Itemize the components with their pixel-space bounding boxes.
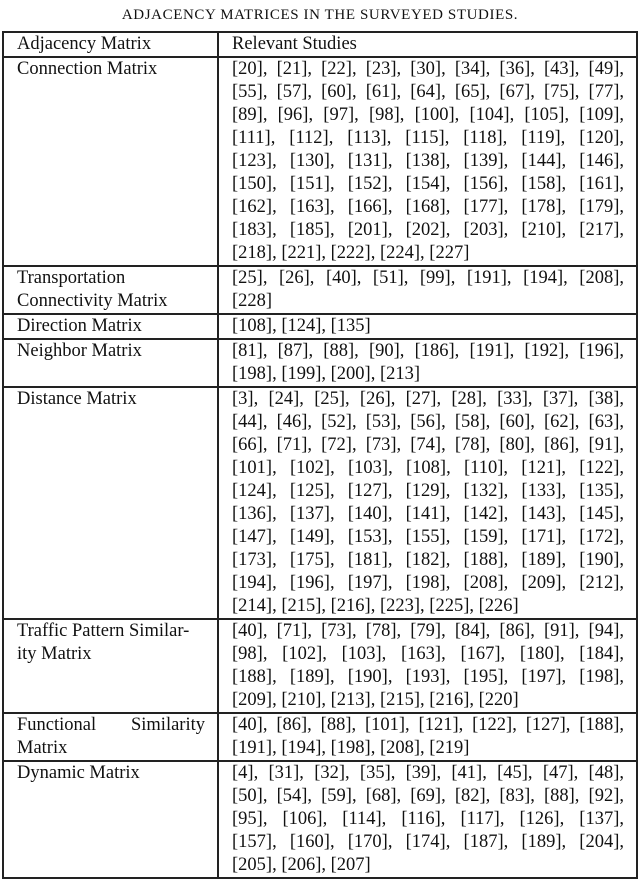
citation-line: [95], [106], [114], [116], [117], [126], [137], (232, 809, 624, 829)
table-row (3, 387, 637, 619)
relevant-studies-cell (218, 266, 637, 314)
matrix-type-cell (3, 339, 218, 387)
header-adjacency-matrix: Adjacency Matrix (3, 32, 218, 57)
matrix-type-cell (3, 619, 218, 713)
table-row (3, 761, 637, 878)
citation-line: [157], [160], [170], [174], [187], [189], [204], (232, 832, 624, 852)
citation-line: [147], [149], [153], [155], [159], [171], [172], (232, 527, 624, 547)
matrix-type-cell (3, 713, 218, 761)
citation-line: [89], [96], [97], [98], [100], [104], [105], [109], (232, 105, 624, 125)
matrix-type-line: Dynamic Matrix (17, 763, 140, 783)
adjacency-matrix-table (2, 31, 638, 879)
relevant-studies-cell (218, 619, 637, 713)
citation-line: [4], [31], [32], [35], [39], [41], [45], [47], [48], (232, 763, 624, 783)
citation-line: [214], [215], [216], [223], [225], [226] (232, 596, 519, 616)
citation-line: [209], [210], [213], [215], [216], [220] (232, 690, 519, 710)
citation-line: [44], [46], [52], [53], [56], [58], [60], [62], [63], (232, 412, 624, 432)
citation-line: [173], [175], [181], [182], [188], [189], [190], (232, 550, 624, 570)
citation-line: [228] (232, 291, 273, 311)
citation-line: [20], [21], [22], [23], [30], [34], [36], [43], [49], (232, 59, 624, 79)
table-row (3, 314, 637, 339)
matrix-type-line: Direction Matrix (17, 316, 142, 336)
citation-line: [66], [71], [72], [73], [74], [78], [80], [86], [91], (232, 435, 624, 455)
header-relevant-studies: Relevant Studies (218, 32, 637, 57)
citation-line: [136], [137], [140], [141], [142], [143], [145], (232, 504, 624, 524)
citation-line: [162], [163], [166], [168], [177], [178], [179], (232, 197, 624, 217)
relevant-studies-cell (218, 713, 637, 761)
table-row (3, 713, 637, 761)
citation-line: [25], [26], [40], [51], [99], [191], [194], [208], (232, 268, 624, 288)
table-body (3, 57, 637, 878)
matrix-type-line: Transportation (17, 268, 126, 288)
citation-line: [198], [199], [200], [213] (232, 364, 421, 384)
matrix-type-cell (3, 314, 218, 339)
matrix-type-line: Distance Matrix (17, 389, 137, 409)
table-row (3, 266, 637, 314)
citation-line: [55], [57], [60], [61], [64], [65], [67], [75], [77], (232, 82, 624, 102)
matrix-type-line: Neighbor Matrix (17, 341, 142, 361)
table-row (3, 57, 637, 266)
citation-line: [50], [54], [59], [68], [69], [82], [83], [88], [92], (232, 786, 624, 806)
citation-line: [191], [194], [198], [208], [219] (232, 738, 470, 758)
citation-line: [218], [221], [222], [224], [227] (232, 243, 470, 263)
relevant-studies-cell (218, 57, 637, 266)
citation-line: [40], [86], [88], [101], [121], [122], [127], [188], (232, 715, 624, 735)
citation-line: [194], [196], [197], [198], [208], [209], [212], (232, 573, 624, 593)
table-row (3, 619, 637, 713)
relevant-studies-cell (218, 761, 637, 878)
matrix-type-line: Functional Similarity (17, 715, 205, 735)
table-row (3, 339, 637, 387)
relevant-studies-cell (218, 387, 637, 619)
relevant-studies-cell (218, 339, 637, 387)
citation-line: [81], [87], [88], [90], [186], [191], [192], [196], (232, 341, 624, 361)
citation-line: [98], [102], [103], [163], [167], [180], [184], (232, 644, 624, 664)
relevant-studies-cell (218, 314, 637, 339)
matrix-type-line: Matrix (17, 738, 68, 758)
matrix-type-line: Traffic Pattern Similar- (17, 621, 190, 641)
citation-line: [188], [189], [190], [193], [195], [197], [198], (232, 667, 624, 687)
matrix-type-cell (3, 266, 218, 314)
matrix-type-cell (3, 387, 218, 619)
matrix-type-line: ity Matrix (17, 644, 92, 664)
citation-line: [40], [71], [73], [78], [79], [84], [86], [91], [94], (232, 621, 624, 641)
citation-line: [3], [24], [25], [26], [27], [28], [33], [37], [38], (232, 389, 624, 409)
citation-line: [183], [185], [201], [202], [203], [210], [217], (232, 220, 624, 240)
matrix-type-cell (3, 57, 218, 266)
citation-line: [205], [206], [207] (232, 855, 371, 875)
matrix-type-cell (3, 761, 218, 878)
table-caption: ADJACENCY MATRICES IN THE SURVEYED STUDIES. (121, 7, 519, 23)
citation-line: [124], [125], [127], [129], [132], [133], [135], (232, 481, 624, 501)
citation-line: [111], [112], [113], [115], [118], [119], [120], (232, 128, 624, 148)
citation-line: [101], [102], [103], [108], [110], [121], [122], (232, 458, 624, 478)
table-header-row (3, 32, 637, 57)
matrix-type-line: Connection Matrix (17, 59, 158, 79)
citation-line: [108], [124], [135] (232, 316, 371, 336)
matrix-type-line: Connectivity Matrix (17, 291, 168, 311)
citation-line: [123], [130], [131], [138], [139], [144], [146], (232, 151, 624, 171)
citation-line: [150], [151], [152], [154], [156], [158], [161], (232, 174, 624, 194)
